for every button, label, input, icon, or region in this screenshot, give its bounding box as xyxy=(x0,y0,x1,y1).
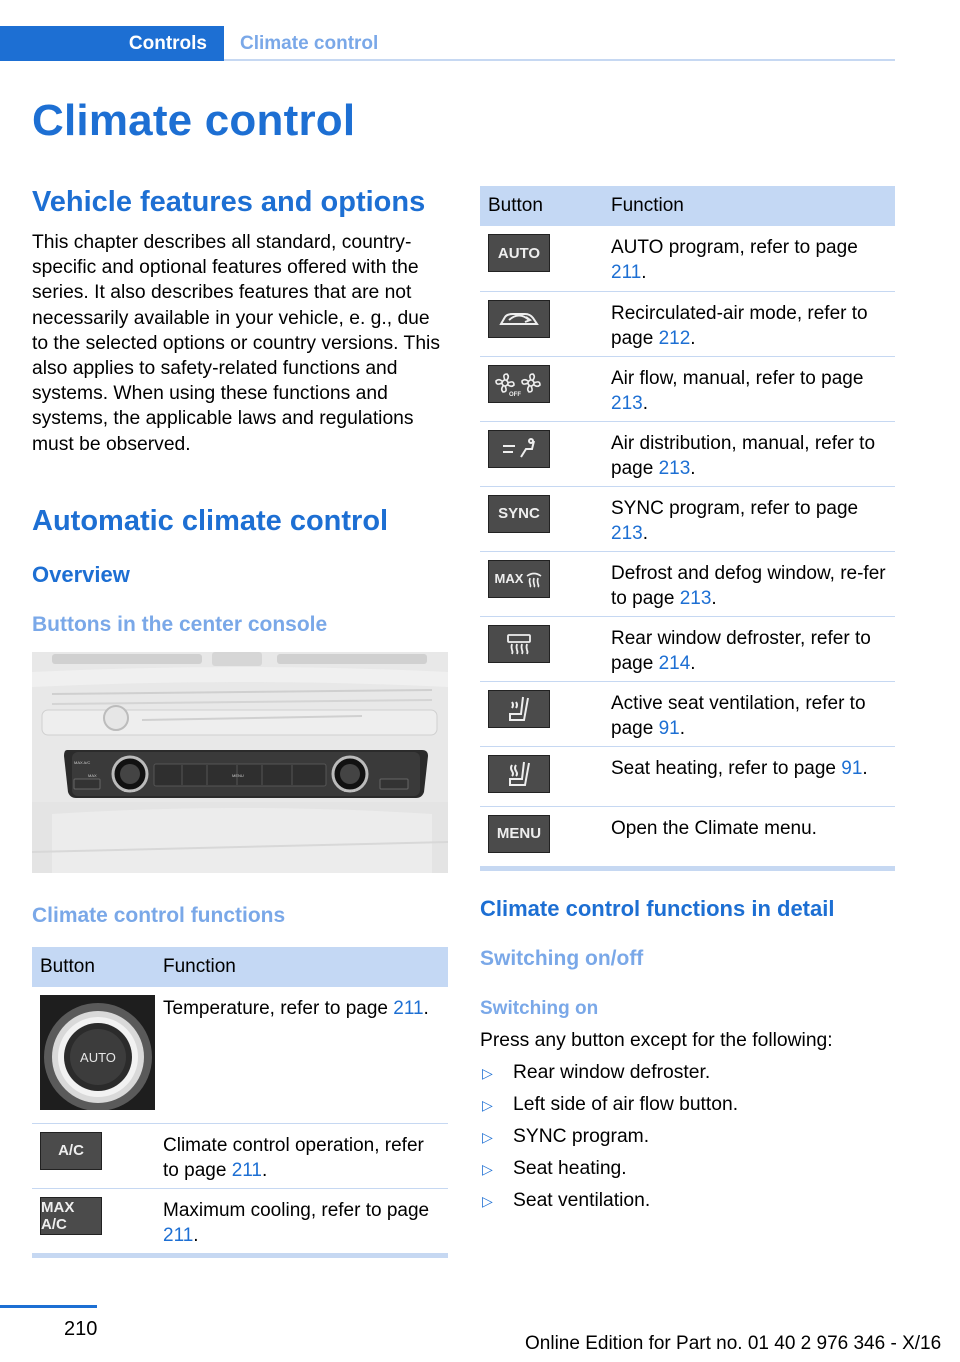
function-text: Temperature, refer to page 211. xyxy=(155,987,448,1123)
page-link[interactable]: 212 xyxy=(658,327,691,349)
recirculation-icon xyxy=(488,300,550,338)
max-ac-button-icon xyxy=(40,1197,102,1235)
list-item xyxy=(480,1125,738,1157)
list-item-text: Seat ventilation. xyxy=(513,1190,651,1211)
triangle-bullet-icon: ▷ xyxy=(482,1065,493,1081)
list-item-text: SYNC program. xyxy=(513,1126,650,1147)
list-item-text: Left side of air flow button. xyxy=(513,1094,739,1115)
page-link[interactable]: 211 xyxy=(611,262,642,283)
auto-climate-heading: Automatic climate control xyxy=(32,505,389,537)
vehicle-features-text: This chapter describes all standard, country-specific and optional features offered with the series. It also describes features that are not necessarily available in your vehicle, e. g., due to the selected options or country versions. This also applies to safety-related functions and systems. When using these functions and systems, the applicable laws and regulations must be observed. xyxy=(32,232,440,455)
function-description: Climate control operation, refer to page xyxy=(163,1134,424,1181)
page-title: Climate control xyxy=(32,96,356,145)
switching-on-heading: Switching on xyxy=(480,998,599,1019)
page-link[interactable]: 211 xyxy=(393,998,424,1019)
table-row: Rear window defroster, refer to page 214. xyxy=(480,616,895,681)
function-description: Defrost and defog window, re-fer to page xyxy=(611,562,886,609)
table-row: Recirculated-air mode, refer to page 212. xyxy=(480,291,895,356)
function-description: SYNC program, refer to page xyxy=(611,497,859,519)
left-function-table xyxy=(32,947,448,1254)
max-label: MAX xyxy=(494,571,524,586)
switching-on-intro: Press any button except for the following: xyxy=(480,1030,833,1051)
temperature-knob-icon xyxy=(40,995,155,1110)
table-row: AUTO AUTO program, refer to page 211. xyxy=(480,226,895,291)
buttons-console-heading: Buttons in the center console xyxy=(32,613,328,636)
table-end-rule xyxy=(32,1253,448,1258)
right-function-table xyxy=(480,186,895,867)
page-number: 210 xyxy=(64,1318,98,1340)
center-console-image xyxy=(32,652,448,873)
column-header-function: Function xyxy=(603,186,895,226)
column-header-function: Function xyxy=(155,947,448,987)
vehicle-features-heading: Vehicle features and options xyxy=(32,186,426,218)
function-description: Maximum cooling, refer to page xyxy=(163,1199,430,1221)
chapter-breadcrumb[interactable]: Climate control xyxy=(240,33,379,54)
rear-defrost-icon xyxy=(488,625,550,663)
table-row xyxy=(32,987,448,1123)
table-row: Air distribution, manual, refer to page 213. xyxy=(480,421,895,486)
footer-rule xyxy=(0,1305,97,1308)
list-item-text: Seat heating. xyxy=(513,1158,627,1179)
function-description: Temperature, refer to page xyxy=(163,998,388,1019)
menu-label: MENU xyxy=(496,825,542,842)
section-label: Controls xyxy=(128,33,207,54)
triangle-bullet-icon: ▷ xyxy=(482,1193,493,1209)
table-row: MAX A/C Maximum cooling, refer to page 211. xyxy=(32,1188,448,1253)
table-row: Active seat ventilation, refer to page 91. xyxy=(480,681,895,746)
triangle-bullet-icon: ▷ xyxy=(482,1129,493,1145)
fan-off-label: OFF xyxy=(509,391,521,397)
console-auto-right-label: AUTO xyxy=(344,788,356,793)
overview-heading: Overview xyxy=(32,562,130,587)
column-header-button: Button xyxy=(32,947,155,987)
function-description: Seat heating, refer to page xyxy=(611,757,836,779)
auto-label: AUTO xyxy=(497,244,541,262)
table-row: OFF Air flow, manual, refer to page 213. xyxy=(480,356,895,421)
list-item xyxy=(480,1157,738,1189)
section-tab[interactable] xyxy=(0,26,224,61)
switching-heading: Switching on/off xyxy=(480,947,644,970)
functions-detail-heading: Climate control functions in detail xyxy=(480,896,835,921)
list-item xyxy=(480,1061,738,1093)
page-link[interactable]: 91 xyxy=(658,717,680,739)
max-defrost-icon xyxy=(488,560,550,598)
function-description: Open the Climate menu. xyxy=(603,806,895,866)
list-item-text: Rear window defroster. xyxy=(513,1062,711,1083)
max-ac-label: MAX A/C xyxy=(41,1198,75,1233)
function-description: Recirculated-air mode, refer to page xyxy=(611,302,868,349)
climate-functions-heading: Climate control functions xyxy=(32,904,286,927)
function-description: Air distribution, manual, refer to page xyxy=(611,432,876,479)
page-link[interactable]: 91 xyxy=(841,757,863,779)
function-description: Active seat ventilation, refer to page xyxy=(611,692,866,739)
function-description: Rear window defroster, refer to page xyxy=(611,627,871,674)
function-description: Air flow, manual, refer to page xyxy=(611,367,864,389)
page-link[interactable]: 211 xyxy=(163,1224,194,1246)
table-row: Seat heating, refer to page 91. xyxy=(480,746,895,806)
fan-off-icon xyxy=(488,365,550,403)
table-row xyxy=(480,806,895,866)
seat-heating-icon xyxy=(488,755,550,793)
table-end-rule xyxy=(480,866,895,871)
sync-button-icon xyxy=(488,495,550,533)
function-description: AUTO program, refer to page xyxy=(611,237,858,258)
table-row: SYNC SYNC program, refer to page 213. xyxy=(480,486,895,551)
ac-button-icon xyxy=(40,1132,102,1170)
page-link[interactable]: 213 xyxy=(611,522,643,544)
table-row: MAX Defrost and defog window, re-fer to page 213. xyxy=(480,551,895,616)
list-item xyxy=(480,1189,738,1221)
console-max-label: MAX xyxy=(88,773,97,778)
table-row: A/C Climate control operation, refer to page 211. xyxy=(32,1123,448,1188)
sync-label: SYNC xyxy=(498,505,540,522)
ac-label: A/C xyxy=(58,1142,84,1159)
console-menu-label: MENU xyxy=(232,773,244,778)
header-divider xyxy=(224,59,895,61)
page-link[interactable]: 211 xyxy=(231,1159,262,1181)
triangle-bullet-icon: ▷ xyxy=(482,1097,493,1113)
page-link[interactable]: 213 xyxy=(679,587,712,609)
page-link[interactable]: 213 xyxy=(658,457,691,479)
air-distribution-icon xyxy=(488,430,550,468)
triangle-bullet-icon: ▷ xyxy=(482,1161,493,1177)
page-link[interactable]: 214 xyxy=(658,652,691,674)
seat-ventilation-icon xyxy=(488,690,550,728)
console-auto-left-label: AUTO xyxy=(124,788,136,793)
list-item xyxy=(480,1093,738,1125)
menu-button-icon xyxy=(488,815,550,853)
edition-note: Online Edition for Part no. 01 40 2 976 346 - X/16 xyxy=(525,1333,942,1354)
auto-button-icon xyxy=(488,234,550,272)
exception-list xyxy=(480,1061,738,1221)
column-header-button: Button xyxy=(480,186,603,226)
console-max-ac-label: MAX A/C xyxy=(74,760,91,765)
page-link[interactable]: 213 xyxy=(611,392,643,414)
knob-auto-label: AUTO xyxy=(80,1050,116,1065)
